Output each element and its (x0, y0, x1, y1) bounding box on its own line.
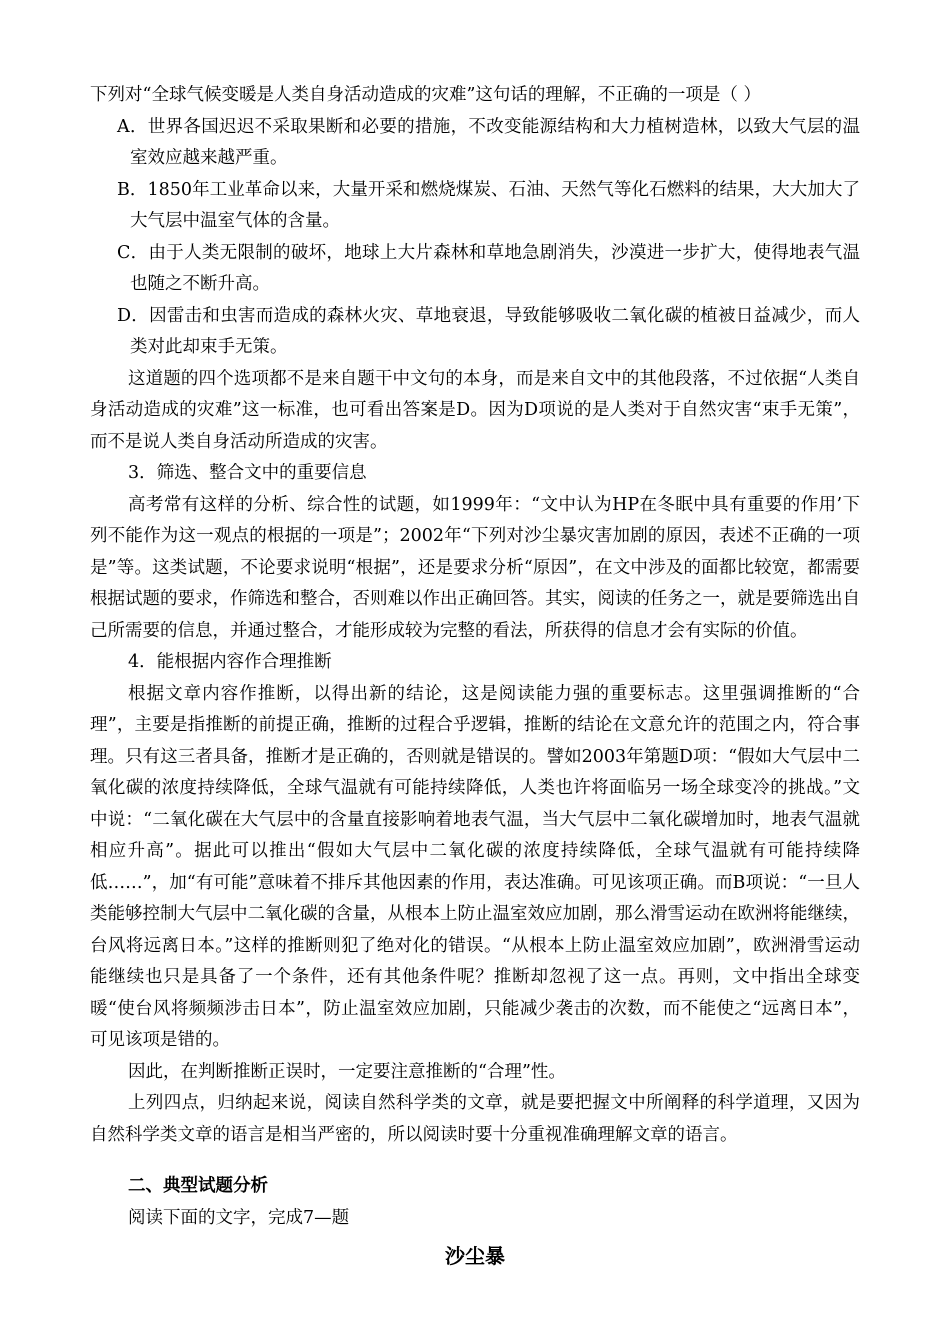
question-stem: 下列对“全球气候变暖是人类自身活动造成的灾难”这句话的理解，不正确的一项是（ ） (90, 85, 761, 105)
option-a: A．世界各国迟迟不采取果断和必要的措施，不改变能源结构和大力植树造林，以致大气层的温室效应越来越严重。 (117, 116, 860, 168)
explanation-paragraph: 这道题的四个选项都不是来自题干中文句的本身，而是来自文中的其他段落，不过依据“人类自身活动造成的灾难”这一标准，也可看出答案是D。因为D项说的是人类对于自然灾害“束手无策”，而不是说人类自身活动所造成的灾害。 (90, 368, 860, 452)
option-b: B．1850年工业革命以来，大量开采和燃烧煤炭、石油、天然气等化石燃料的结果，大大加大了大气层中温室气体的含量。 (117, 179, 860, 231)
reading-instruction: 阅读下面的文字，完成7—题 (128, 1207, 350, 1228)
option-d: D．因雷击和虫害而造成的森林火灾、草地衰退，导致能够吸收二氧化碳的植被日益减少，而人类对此却束手无策。 (117, 305, 860, 357)
section3-heading: 3．筛选、整合文中的重要信息 (128, 463, 367, 483)
section3-body: 高考常有这样的分析、综合性的试题，如1999年：“文中认为HP在冬眠中具有重要的作用’下列不能作为这一观点的根据的一项是”；2002年“下列对沙尘暴灾害加剧的原因，表述不正确的一项是”等。这类试题，不论要求说明“根据”，还是要求分析“原因”，在文中涉及的面都比较宽，都需要根据试题的要求，作筛选和整合，否则难以作出正确回答。其实，阅读的任务之一，就是要筛选出自己所需要的信息，并通过整合，才能形成较为完整的看法，所获得的信息才会有实际的价值。 (90, 494, 860, 641)
article-title: 沙尘暴 (445, 1244, 505, 1268)
conclusion-paragraph-2: 上列四点，归纳起来说，阅读自然科学类的文章，就是要把握文中所阐释的科学道理，又因为自然科学类文章的语言是相当严密的，所以阅读时要十分重视准确理解文章的语言。 (90, 1093, 860, 1145)
option-c: C．由于人类无限制的破坏，地球上大片森林和草地急剧消失，沙漠进一步扩大，使得地表气温也随之不断升高。 (117, 242, 860, 294)
section4-heading: 4．能根据内容作合理推断 (128, 652, 332, 672)
conclusion-paragraph-1: 因此，在判断推断正误时，一定要注意推断的“合理”性。 (128, 1061, 566, 1082)
part2-heading: 二、典型试题分析 (128, 1176, 268, 1196)
section4-body: 根据文章内容作推断，以得出新的结论，这是阅读能力强的重要标志。这里强调推断的“合理”，主要是指推断的前提正确，推断的过程合乎逻辑，推断的结论在文意允许的范围之内，符合事理。只有这三者具备，推断才是正确的，否则就是错误的。譬如2003年第题D项：“假如大气层中二氧化碳的浓度持续降低，全球气温就有可能持续降低，人类也许将面临另一场全球变冷的挑战。”文中说：“二氧化碳在大气层中的含量直接影响着地表气温，当大气层中二氧化碳增加时，地表气温就相应升高”。据此可以推出“假如大气层中二氧化碳的浓度持续降低，全球气温就有可能持续降低……”，加“有可能”意味着不排斥其他因素的作用，表达准确。可见该项正确。而B项说：“一旦人类能够控制大气层中二氧化碳的含量，从根本上防止温室效应加剧，那么滑雪运动在欧洲将能继续，台风将远离日本。”这样的推断则犯了绝对化的错误。“从根本上防止温室效应加剧”，欧洲滑雪运动能继续也只是具备了一个条件，还有其他条件呢？推断却忽视了这一点。再则，文中指出全球变暖“使台风将频频涉击日本”，防止温室效应加剧，只能减少袭击的次数，而不能使之“远离日本”，可见该项是错的。 (90, 683, 860, 1050)
